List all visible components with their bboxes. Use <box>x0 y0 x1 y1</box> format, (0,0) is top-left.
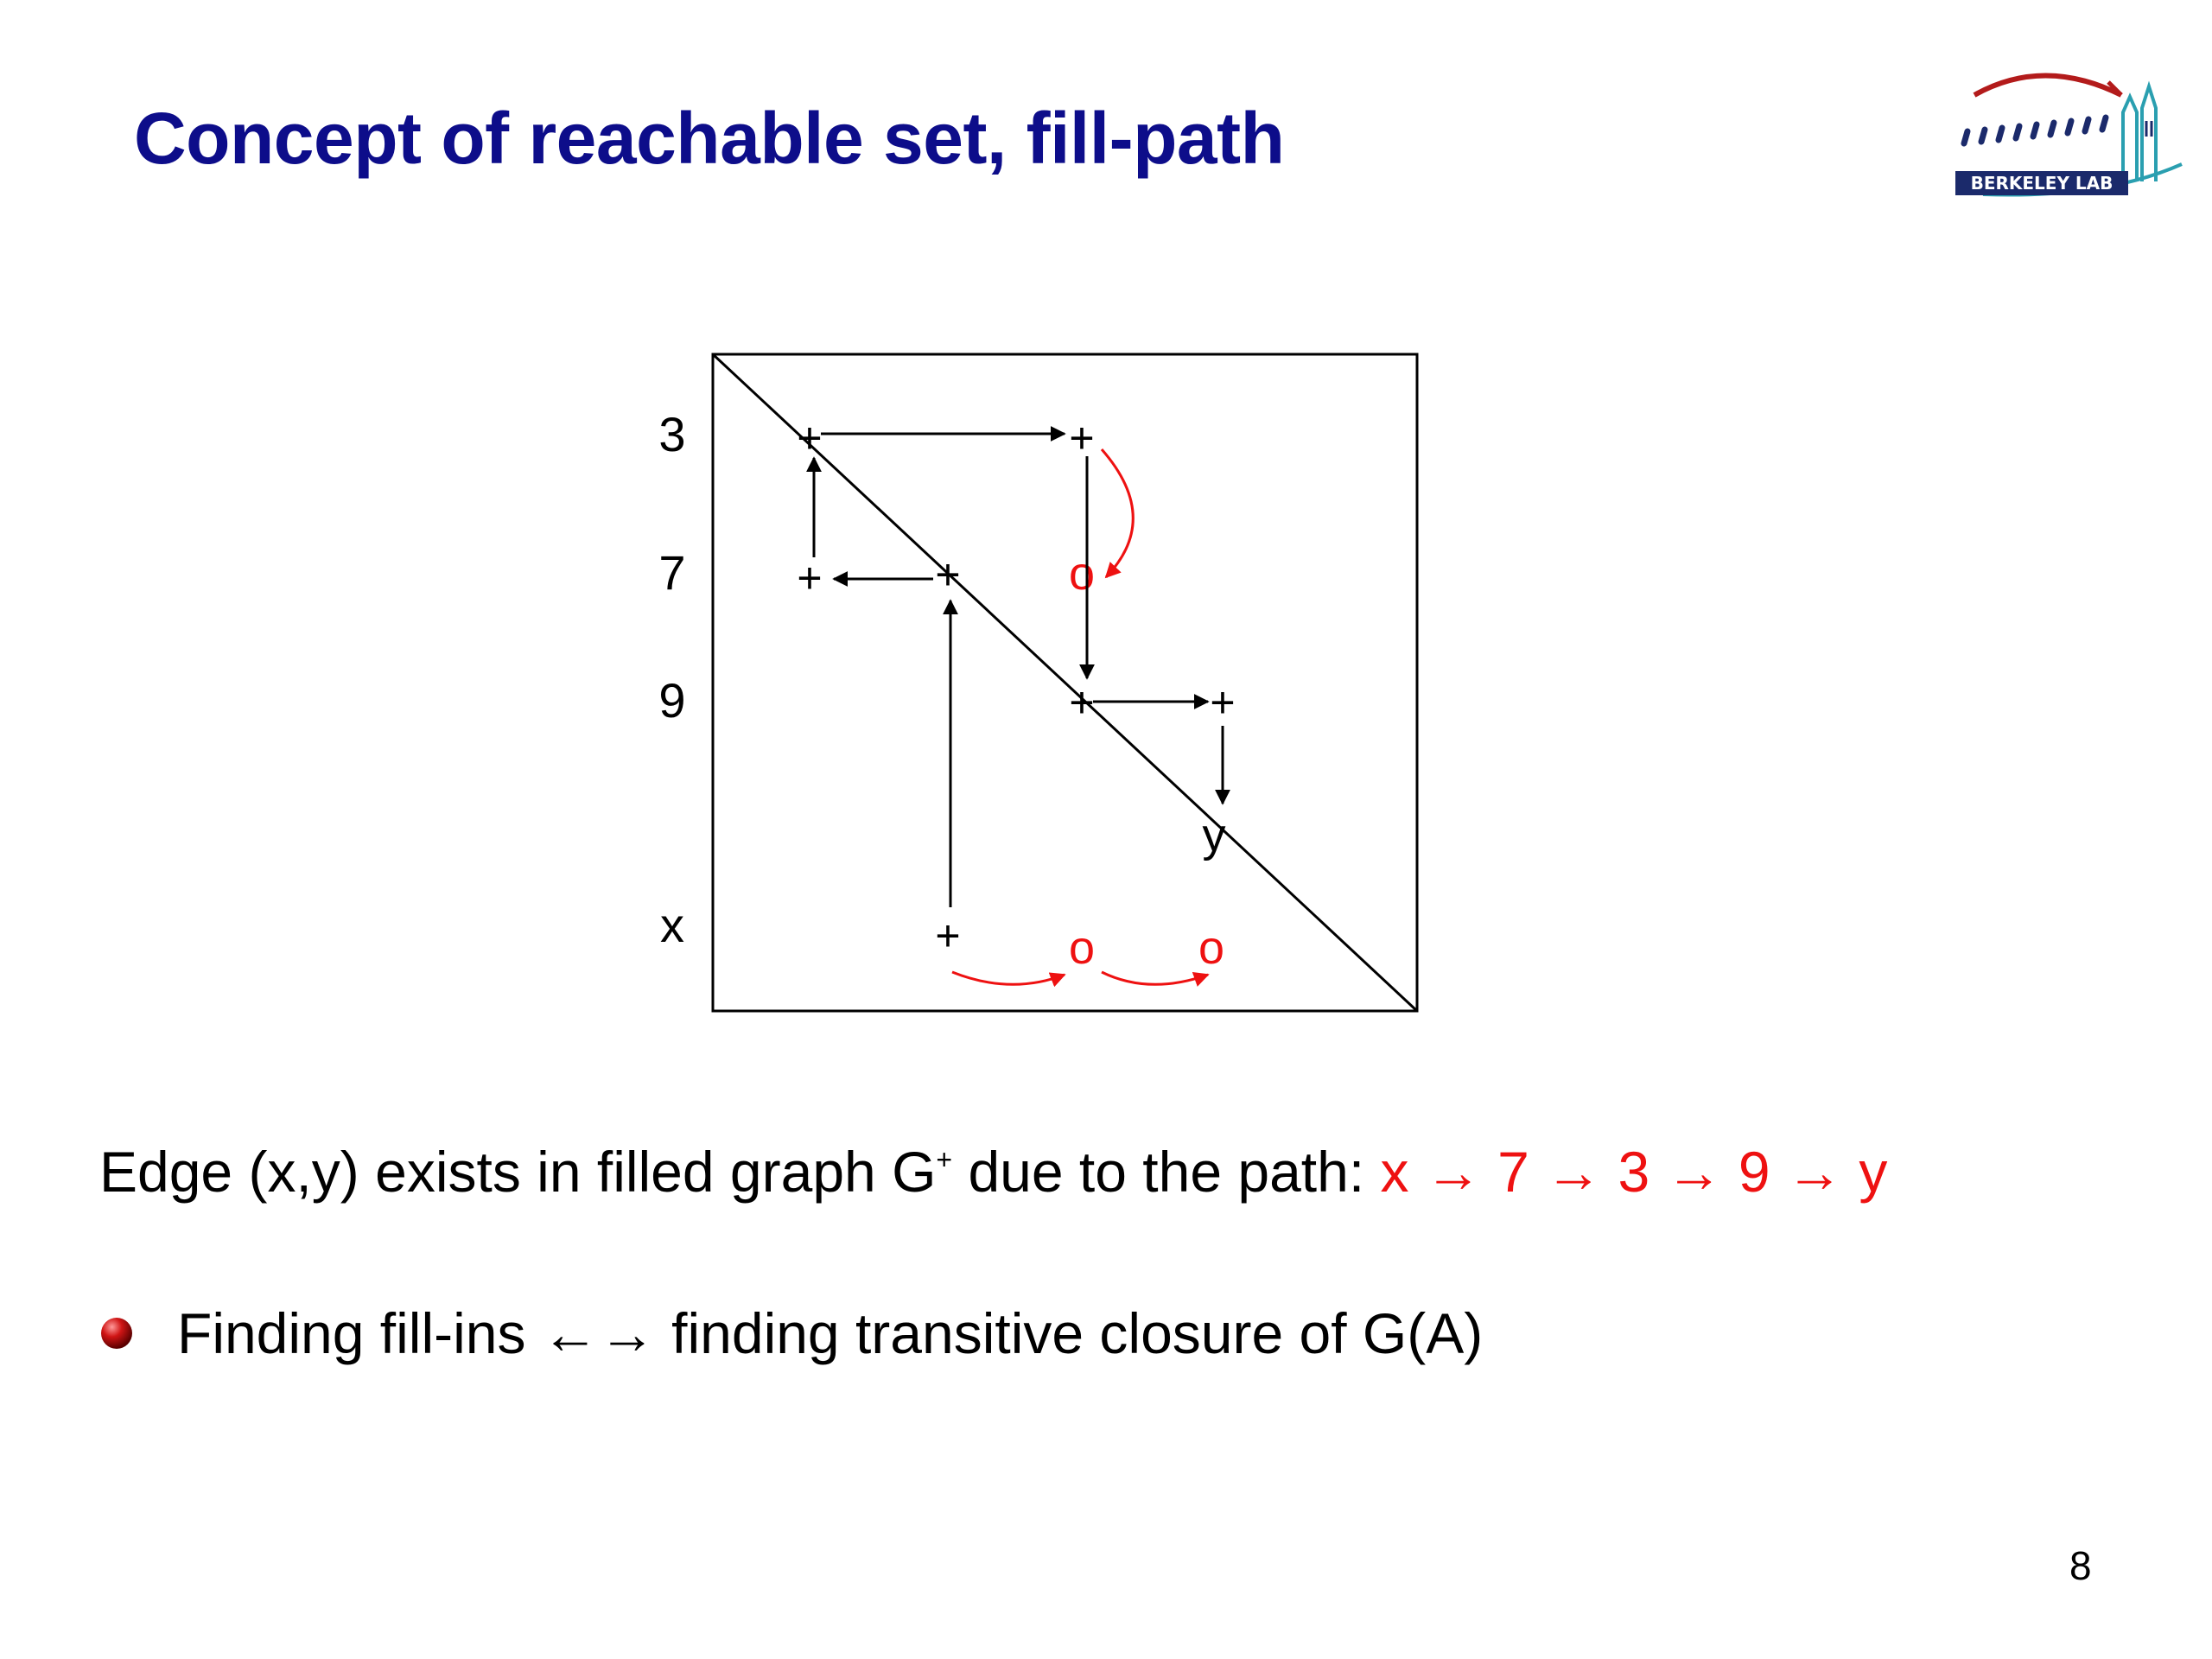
row-label-7: 7 <box>658 545 686 600</box>
logo-text: BERKELEY LAB <box>1970 173 2113 194</box>
row-label-x: x <box>660 898 684 952</box>
entry-9-9: + <box>1069 678 1095 727</box>
fill-in-x-y: o <box>1198 922 1225 974</box>
entry-x-7: + <box>935 912 961 960</box>
bullet-text: Finding fill-ins ←→ finding transitive closure of G(A) <box>177 1301 1484 1365</box>
edge-statement-prefix: Edge (x,y) exists in filled graph G <box>99 1140 937 1204</box>
page-number: 8 <box>2069 1543 2092 1588</box>
row-label-9: 9 <box>658 673 686 728</box>
edge-statement <box>99 1139 1887 1205</box>
slide-title: Concept of reachable set, fill-path <box>134 98 1285 179</box>
fill-arrow-3-9-to-7-9 <box>1102 449 1133 577</box>
edge-statement-superscript: + <box>936 1144 953 1175</box>
bullet-item <box>99 1300 1483 1366</box>
entry-3-3: + <box>797 414 823 462</box>
fill-in-x-9: o <box>1068 922 1096 974</box>
entry-7-3: + <box>797 554 823 602</box>
entry-9-y: + <box>1210 678 1236 727</box>
fill-path: x → 7 → 3 → 9 → y <box>1380 1140 1888 1204</box>
fill-in-7-9: o <box>1068 548 1096 600</box>
entry-7-7: + <box>935 550 961 599</box>
edge-statement-middle: due to the path: <box>952 1140 1381 1204</box>
row-label-3: 3 <box>658 407 686 461</box>
entry-3-9: + <box>1069 414 1095 462</box>
y-label: y <box>1202 810 1226 861</box>
bullet-icon <box>99 1316 134 1351</box>
fill-arrow-x-7-to-x-9 <box>952 972 1065 984</box>
fill-arrow-x-9-to-x-y <box>1102 972 1208 984</box>
